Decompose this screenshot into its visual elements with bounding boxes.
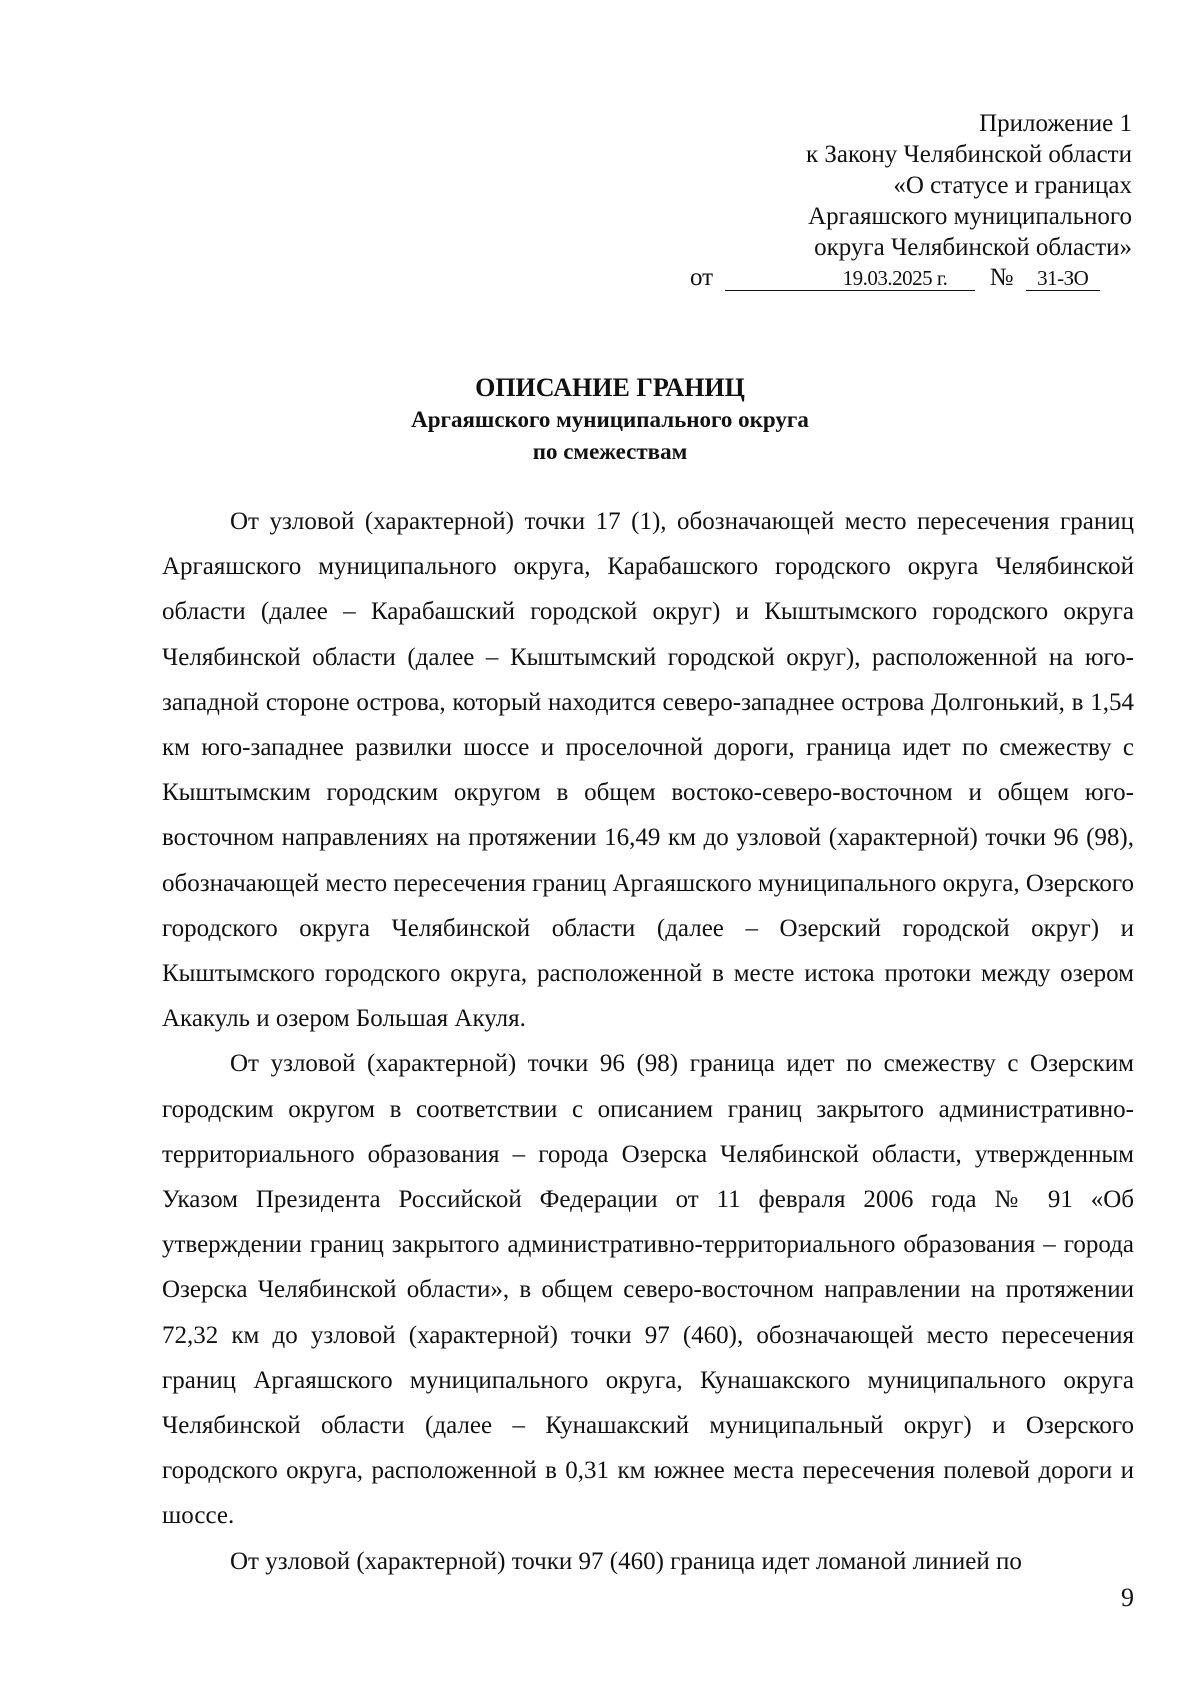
from-label: от [690, 264, 714, 291]
body-paragraph: От узловой (характерной) точки 17 (1), обозначающей место пересечения границ Аргаяшского муниципального округа, Карабашского городского округа Челябинской области (далее – Карабашский городской округ) и Кыштымского городского округа Челябинской области (далее – Кыштымский городской округ), расположенной на юго-западной стороне острова, который находится северо-западнее острова Долгонький, в 1,54 км юго-западнее развилки шоссе и проселочной дороги, граница идет по смежеству с Кыштымским городским округом в общем востоко-северо-восточном и общем юго-восточном направлениях на протяжении 16,49 км до узловой (характерной) точки 96 (98), обозначающей место пересечения границ Аргаяшского муниципального округа, Озерского городского округа Челябинской области (далее – Озерский городской округ) и Кыштымского городского округа, расположенной в месте истока протоки между озером Акакуль и озером Большая Акуля. [162, 508, 1134, 1033]
title-line-3: по смежествам [532, 439, 688, 464]
appendix-header [612, 108, 1132, 263]
title-line-2: Аргаяшского муниципального округа [411, 407, 809, 432]
number-label: № [989, 264, 1014, 291]
document-title [160, 372, 1060, 468]
law-number: 31-ЗО [1026, 266, 1100, 291]
appendix-line: к Закону Челябинской области [806, 141, 1132, 168]
law-date-number-line [690, 262, 1100, 293]
body-paragraph: От узловой (характерной) точки 97 (460) граница идет ломаной линией по [230, 1547, 1022, 1575]
appendix-line: «О статусе и границах [893, 172, 1132, 199]
title-main: ОПИСАНИЕ ГРАНИЦ [475, 373, 745, 402]
body-paragraph: От узловой (характерной) точки 96 (98) граница идет по смежеству с Озерским городским округом в соответствии с описанием границ закрытого административно-территориального образования – города Озерска Челябинской области, утвержденным Указом Президента Российской Федерации от 11 февраля 2006 года № 91 «Об утверждении границ закрытого административно-территориального образования – города Озерска Челябинской области», в общем северо-восточном направлении на протяжении 72,32 км до узловой (характерной) точки 97 (460), обозначающей место пересечения границ Аргаяшского муниципального округа, Кунашакского муниципального округа Челябинской области (далее – Кунашакский муниципальный округ) и Озерского городского округа, расположенной в 0,31 км южнее места пересечения полевой дороги и шоссе. [162, 1050, 1134, 1530]
page-number: 9 [1121, 1583, 1134, 1612]
document-body [162, 499, 1134, 1584]
appendix-line: Приложение 1 [979, 110, 1132, 137]
appendix-line: Аргаяшского муниципального [808, 203, 1132, 230]
law-date: 19.03.2025 г. [725, 266, 975, 291]
appendix-line: округа Челябинской области» [814, 234, 1132, 261]
